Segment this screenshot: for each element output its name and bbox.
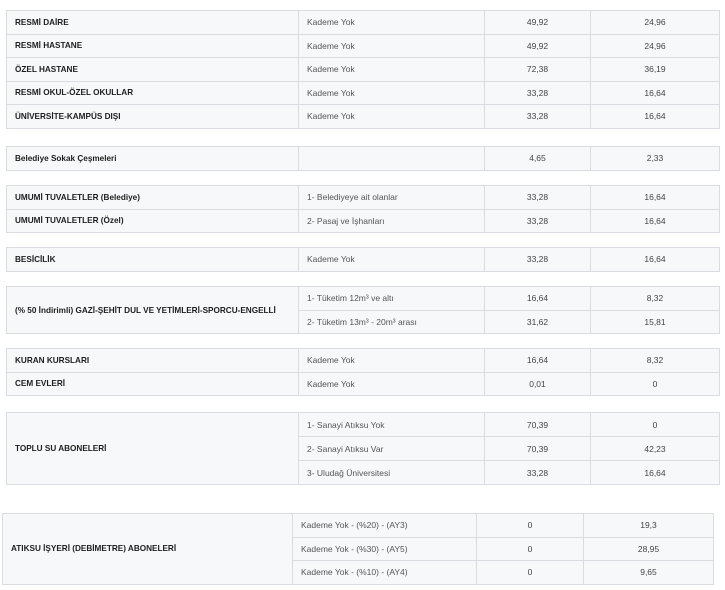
tier-label: Kademe Yok bbox=[299, 105, 485, 129]
subscriber-type: RESMİ HASTANE bbox=[7, 34, 299, 58]
price-value: 33,28 bbox=[485, 81, 591, 105]
table-row bbox=[7, 58, 720, 82]
subscriber-type: Belediye Sokak Çeşmeleri bbox=[7, 147, 299, 171]
table-row bbox=[7, 105, 720, 129]
subscriber-type: BESİCİLİK bbox=[7, 248, 299, 272]
price-value: 16,64 bbox=[485, 349, 591, 373]
wastewater-value: 16,64 bbox=[591, 81, 720, 105]
wastewater-value: 16,64 bbox=[591, 461, 720, 485]
wastewater-value: 0 bbox=[591, 413, 720, 437]
subscriber-type: (% 50 İndirimli) GAZİ-ŞEHİT DUL VE YETİMLERİ-SPORCU-ENGELLİ bbox=[7, 287, 299, 334]
tariff-table-fountains bbox=[6, 146, 720, 171]
price-value: 33,28 bbox=[485, 186, 591, 210]
price-value: 49,92 bbox=[485, 34, 591, 58]
wastewater-value: 36,19 bbox=[591, 58, 720, 82]
tier-label: Kademe Yok bbox=[299, 349, 485, 373]
price-value: 33,28 bbox=[485, 461, 591, 485]
table-row bbox=[7, 209, 720, 233]
wastewater-value: 15,81 bbox=[591, 310, 720, 334]
tariff-table-livestock bbox=[6, 247, 720, 272]
subscriber-type: UMUMİ TUVALETLER (Belediye) bbox=[7, 186, 299, 210]
wastewater-value: 28,95 bbox=[584, 537, 714, 561]
table-row bbox=[7, 413, 720, 437]
tariff-table-wastewater bbox=[2, 513, 714, 585]
tariff-table-bulk bbox=[6, 412, 720, 485]
wastewater-value: 42,23 bbox=[591, 437, 720, 461]
wastewater-value: 8,32 bbox=[591, 349, 720, 373]
price-value: 4,65 bbox=[485, 147, 591, 171]
tariff-table-toilets bbox=[6, 185, 720, 233]
price-value: 33,28 bbox=[485, 248, 591, 272]
price-value: 0 bbox=[477, 561, 584, 585]
table-row bbox=[7, 81, 720, 105]
price-value: 33,28 bbox=[485, 209, 591, 233]
tier-label: Kademe Yok - (%30) - (AY5) bbox=[293, 537, 477, 561]
wastewater-value: 16,64 bbox=[591, 186, 720, 210]
wastewater-value: 19,3 bbox=[584, 514, 714, 538]
tier-label: 2- Sanayi Atıksu Var bbox=[299, 437, 485, 461]
subscriber-type: ÖZEL HASTANE bbox=[7, 58, 299, 82]
wastewater-value: 9,65 bbox=[584, 561, 714, 585]
table-row bbox=[7, 248, 720, 272]
tier-label: 3- Uludağ Üniversitesi bbox=[299, 461, 485, 485]
price-value: 70,39 bbox=[485, 437, 591, 461]
wastewater-value: 0 bbox=[591, 372, 720, 396]
tariff-table-religious bbox=[6, 348, 720, 396]
tier-label: Kademe Yok bbox=[299, 372, 485, 396]
tier-label: Kademe Yok bbox=[299, 81, 485, 105]
table-row bbox=[7, 372, 720, 396]
subscriber-type: ÜNİVERSİTE-KAMPÜS DIŞI bbox=[7, 105, 299, 129]
tier-label: Kademe Yok - (%10) - (AY4) bbox=[293, 561, 477, 585]
table-row bbox=[7, 34, 720, 58]
table-row bbox=[7, 11, 720, 35]
tier-label: Kademe Yok bbox=[299, 11, 485, 35]
tier-label: Kademe Yok - (%20) - (AY3) bbox=[293, 514, 477, 538]
price-value: 0,01 bbox=[485, 372, 591, 396]
tier-label: 1- Tüketim 12m³ ve altı bbox=[299, 287, 485, 311]
table-row bbox=[3, 514, 714, 538]
tier-label: Kademe Yok bbox=[299, 34, 485, 58]
price-value: 0 bbox=[477, 514, 584, 538]
wastewater-value: 2,33 bbox=[591, 147, 720, 171]
subscriber-type: TOPLU SU ABONELERİ bbox=[7, 413, 299, 485]
table-row bbox=[7, 349, 720, 373]
price-value: 33,28 bbox=[485, 105, 591, 129]
subscriber-type: RESMİ DAİRE bbox=[7, 11, 299, 35]
price-value: 0 bbox=[477, 537, 584, 561]
table-row bbox=[7, 186, 720, 210]
wastewater-value: 16,64 bbox=[591, 209, 720, 233]
tier-label: 2- Tüketim 13m³ - 20m³ arası bbox=[299, 310, 485, 334]
table-row bbox=[7, 287, 720, 311]
subscriber-type: CEM EVLERİ bbox=[7, 372, 299, 396]
tariff-table-discounted bbox=[6, 286, 720, 334]
table-row bbox=[7, 147, 720, 171]
price-value: 16,64 bbox=[485, 287, 591, 311]
tier-label bbox=[299, 147, 485, 171]
subscriber-type: KURAN KURSLARI bbox=[7, 349, 299, 373]
price-value: 49,92 bbox=[485, 11, 591, 35]
wastewater-value: 24,96 bbox=[591, 34, 720, 58]
price-value: 72,38 bbox=[485, 58, 591, 82]
wastewater-value: 16,64 bbox=[591, 248, 720, 272]
subscriber-type: UMUMİ TUVALETLER (Özel) bbox=[7, 209, 299, 233]
price-value: 70,39 bbox=[485, 413, 591, 437]
tier-label: 2- Pasaj ve İşhanları bbox=[299, 209, 485, 233]
tier-label: Kademe Yok bbox=[299, 58, 485, 82]
tier-label: Kademe Yok bbox=[299, 248, 485, 272]
wastewater-value: 24,96 bbox=[591, 11, 720, 35]
wastewater-value: 8,32 bbox=[591, 287, 720, 311]
wastewater-value: 16,64 bbox=[591, 105, 720, 129]
tier-label: 1- Belediyeye ait olanlar bbox=[299, 186, 485, 210]
subscriber-type: RESMİ OKUL-ÖZEL OKULLAR bbox=[7, 81, 299, 105]
subscriber-type: ATIKSU İŞYERİ (DEBİMETRE) ABONELERİ bbox=[3, 514, 293, 585]
tier-label: 1- Sanayi Atıksu Yok bbox=[299, 413, 485, 437]
tariff-table-public bbox=[6, 10, 720, 129]
price-value: 31,62 bbox=[485, 310, 591, 334]
